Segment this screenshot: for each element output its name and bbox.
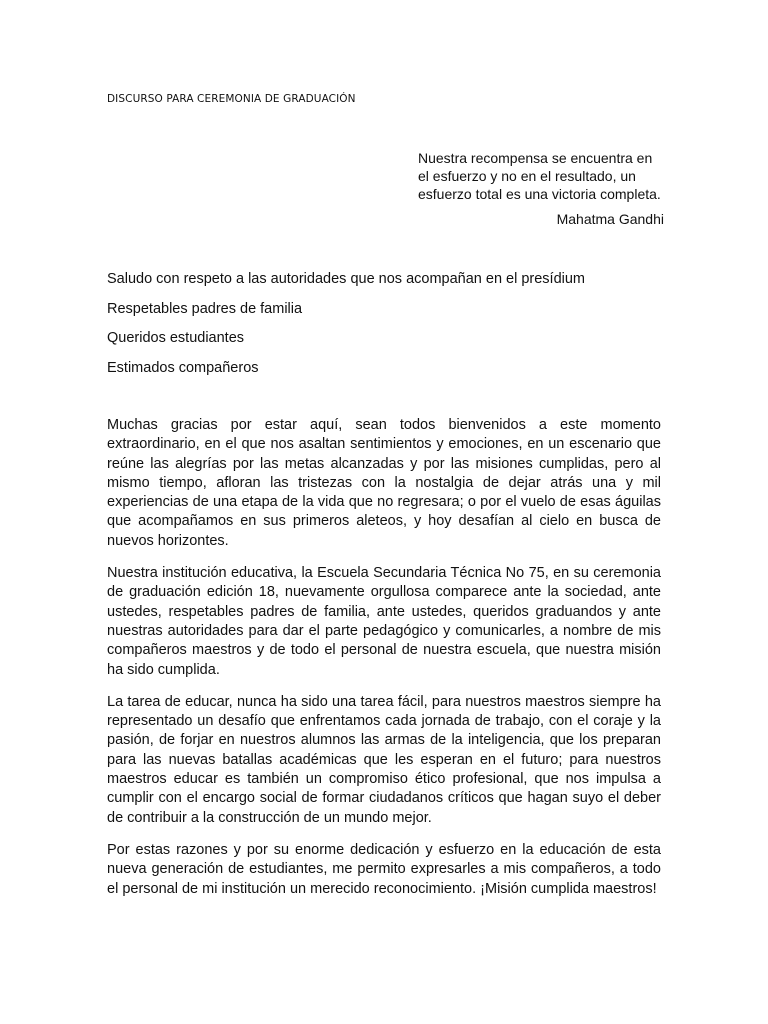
body-paragraph: La tarea de educar, nunca ha sido una tarea fácil, para nuestros maestros siempre ha representado un desafío que enfrentamos cada jornada de trabajo, con el coraje y la pasión, de forjar en nuestros alumnos las armas de la inteligencia, que los preparan para las nuevas batallas académicas que les esperan en el futuro; para nuestros maestros educar es también un compromiso ético profesional, que nos impulsa a cumplir con el encargo social de formar ciudadanos críticos que hagan suyo el deber de contribuir a la construcción de un mundo mejor. (107, 693, 661, 826)
epigraph-quote: Nuestra recompensa se encuentra en el esfuerzo y no en el resultado, un esfuerzo total es una victoria completa. (418, 150, 661, 202)
greeting-line: Queridos estudiantes (107, 330, 245, 346)
body-paragraph: Nuestra institución educativa, la Escuela Secundaria Técnica No 75, en su ceremonia de graduación edición 18, nuevamente orgullosa comparece ante la sociedad, ante ustedes, respetables padres de familia, ante ustedes, queridos graduandos y ante nuestras autoridades para dar el parte pedagógico y comunicarles, a nombre de mis compañeros maestros y de todo el personal de nuestra escuela, que nuestra misión ha sido cumplida. (107, 565, 661, 678)
speech-body (107, 416, 661, 912)
document-title: DISCURSO PARA CEREMONIA DE GRADUACIÓN (107, 93, 356, 105)
epigraph-author: Mahatma Gandhi (556, 211, 664, 227)
body-paragraph: Por estas razones y por su enorme dedicación y esfuerzo en la educación de esta nueva generación de estudiantes, me permito expresarles a mis compañeros, a todo el personal de mi institución un merecido reconocimiento. ¡Misión cumplida maestros! (107, 841, 661, 897)
greeting-line: Respetables padres de familia (107, 300, 303, 317)
greeting-line: Saludo con respeto a las autoridades que nos acompañan en el presídium (107, 271, 586, 287)
epigraph (418, 149, 664, 228)
greeting-line: Estimados compañeros (107, 359, 259, 376)
body-paragraph: Muchas gracias por estar aquí, sean todos bienvenidos a este momento extraordinario, en el que nos asaltan sentimientos y emociones, en un escenario que reúne las alegrías por las metas alcanzadas y por las misiones cumplidas, pero al mismo tiempo, afloran las tristezas con la nostalgia de dejar atrás una y mil experiencias de una etapa de la vida que no regresara; o por el vuelo de esas águilas que acompañamos en sus primeros aleteos, y hoy desafían al cielo en busca de nuevos horizontes. (107, 417, 661, 549)
greetings-list (107, 270, 667, 388)
